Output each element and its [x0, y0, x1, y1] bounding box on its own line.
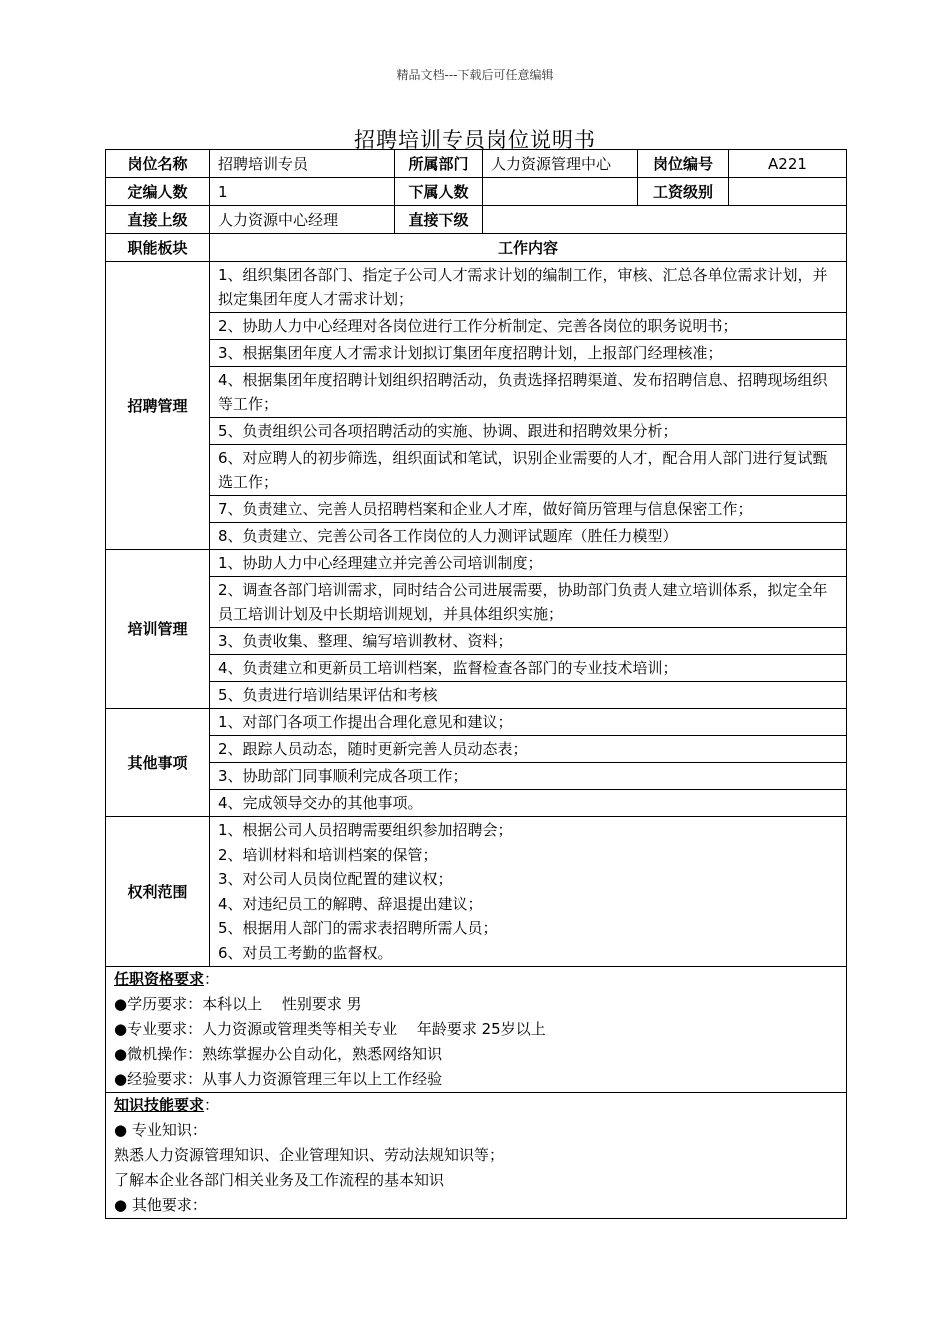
- department-value: 人力资源管理中心: [483, 150, 638, 178]
- content-column-header: 工作内容: [210, 234, 847, 262]
- module-column-header: 职能板块: [106, 234, 210, 262]
- list-item: 3、负责收集、整理、编写培训教材、资料；: [210, 628, 847, 655]
- list-item: 4、对违纪员工的解聘、辞退提出建议；: [218, 894, 483, 913]
- other-label: 其他事项: [106, 709, 210, 817]
- authority-label: 权利范围: [106, 817, 210, 967]
- position-code-value: A221: [729, 150, 847, 178]
- position-name-value: 招聘培训专员: [210, 150, 395, 178]
- list-item: 4、根据集团年度招聘计划组织招聘活动，负责选择招聘渠道、发布招聘信息、招聘现场组织等工作；: [210, 367, 847, 418]
- direct-superior-value: 人力资源中心经理: [210, 206, 395, 234]
- training-row: [106, 550, 847, 577]
- subordinates-label: 下属人数: [395, 178, 483, 206]
- position-name-label: 岗位名称: [106, 150, 210, 178]
- info-row-3: [106, 206, 847, 234]
- list-item: 1、对部门各项工作提出合理化意见和建议；: [210, 709, 847, 736]
- direct-subordinate-value: [483, 206, 847, 234]
- direct-subordinate-label: 直接下级: [395, 206, 483, 234]
- info-row-2: [106, 178, 847, 206]
- list-item: ●经验要求：从事人力资源管理三年以上工作经验: [114, 1070, 443, 1088]
- salary-level-value: [729, 178, 847, 206]
- info-row-1: [106, 150, 847, 178]
- list-item: 2、跟踪人员动态，随时更新完善人员动态表；: [210, 736, 847, 763]
- recruitment-row: [106, 262, 847, 313]
- list-item: 3、根据集团年度人才需求计划拟订集团年度招聘计划，上报部门经理核准；: [210, 340, 847, 367]
- list-item: 3、协助部门同事顺利完成各项工作；: [210, 763, 847, 790]
- header-note: 精品文档---下载后可任意编辑: [396, 68, 554, 82]
- qualifications-section: [106, 967, 847, 1093]
- subordinates-value: [483, 178, 638, 206]
- list-item: 2、培训材料和培训档案的保管；: [218, 845, 438, 864]
- list-item: 3、对公司人员岗位配置的建议权；: [218, 870, 453, 888]
- list-item: ●微机操作：熟练掌握办公自动化，熟悉网络知识: [114, 1045, 443, 1063]
- authority-row: [106, 817, 847, 967]
- headcount-value: 1: [210, 178, 395, 206]
- list-item: 8、负责建立、完善公司各工作岗位的人力测评试题库（胜任力模型）: [210, 523, 847, 550]
- column-header-row: [106, 234, 847, 262]
- qualifications-row: [106, 967, 847, 1093]
- other-row: [106, 709, 847, 736]
- headcount-label: 定编人数: [106, 178, 210, 206]
- list-item: ●学历要求：本科以上 性别要求 男: [114, 995, 362, 1013]
- skills-row: [106, 1093, 847, 1219]
- salary-level-label: 工资级别: [638, 178, 729, 206]
- skills-heading: 知识技能要求: [114, 1096, 205, 1114]
- qualifications-heading: 任职资格要求: [114, 970, 205, 988]
- list-item: 6、对应聘人的初步筛选，组织面试和笔试，识别企业需要的人才，配合用人部门进行复试甄选工作；: [210, 445, 847, 496]
- skills-colon: ：: [204, 1096, 220, 1114]
- list-item: 2、调查各部门培训需求，同时结合公司进展需要，协助部门负责人建立培训体系，拟定全年员工培训计划及中长期培训规划，并具体组织实施；: [210, 577, 847, 628]
- list-item: 了解本企业各部门相关业务及工作流程的基本知识: [114, 1171, 445, 1189]
- list-item: 5、负责组织公司各项招聘活动的实施、协调、跟进和招聘效果分析；: [210, 418, 847, 445]
- list-item: 1、组织集团各部门、指定子公司人才需求计划的编制工作，审核、汇总各单位需求计划，并拟定集团年度人才需求计划；: [210, 262, 847, 313]
- authority-list: [210, 817, 847, 967]
- list-item: 5、根据用人部门的需求表招聘所需人员；: [218, 919, 498, 937]
- recruitment-label: 招聘管理: [106, 262, 210, 550]
- list-item: 1、协助人力中心经理建立并完善公司培训制度；: [210, 550, 847, 577]
- list-item: 6、对员工考勤的监督权。: [218, 943, 393, 962]
- training-label: 培训管理: [106, 550, 210, 709]
- list-item: 4、完成领导交办的其他事项。: [210, 790, 847, 817]
- skills-section: [106, 1093, 847, 1219]
- list-item: 1、根据公司人员招聘需要组织参加招聘会；: [218, 821, 513, 839]
- list-item: ● 其他要求：: [114, 1196, 207, 1214]
- page-title: 招聘培训专员岗位说明书: [354, 128, 596, 152]
- list-item: 5、负责进行培训结果评估和考核: [210, 682, 847, 709]
- list-item: ● 专业知识：: [114, 1121, 207, 1139]
- job-description-table: [105, 149, 847, 1219]
- list-item: ●专业要求：人力资源或管理类等相关专业 年龄要求 25岁以上: [114, 1020, 546, 1038]
- qualifications-colon: ：: [204, 970, 220, 988]
- list-item: 4、负责建立和更新员工培训档案，监督检查各部门的专业技术培训；: [210, 655, 847, 682]
- position-code-label: 岗位编号: [638, 150, 729, 178]
- list-item: 7、负责建立、完善人员招聘档案和企业人才库，做好简历管理与信息保密工作；: [210, 496, 847, 523]
- list-item: 熟悉人力资源管理知识、企业管理知识、劳动法规知识等；: [114, 1146, 505, 1164]
- department-label: 所属部门: [395, 150, 483, 178]
- list-item: 2、协助人力中心经理对各岗位进行工作分析制定、完善各岗位的职务说明书；: [210, 313, 847, 340]
- direct-superior-label: 直接上级: [106, 206, 210, 234]
